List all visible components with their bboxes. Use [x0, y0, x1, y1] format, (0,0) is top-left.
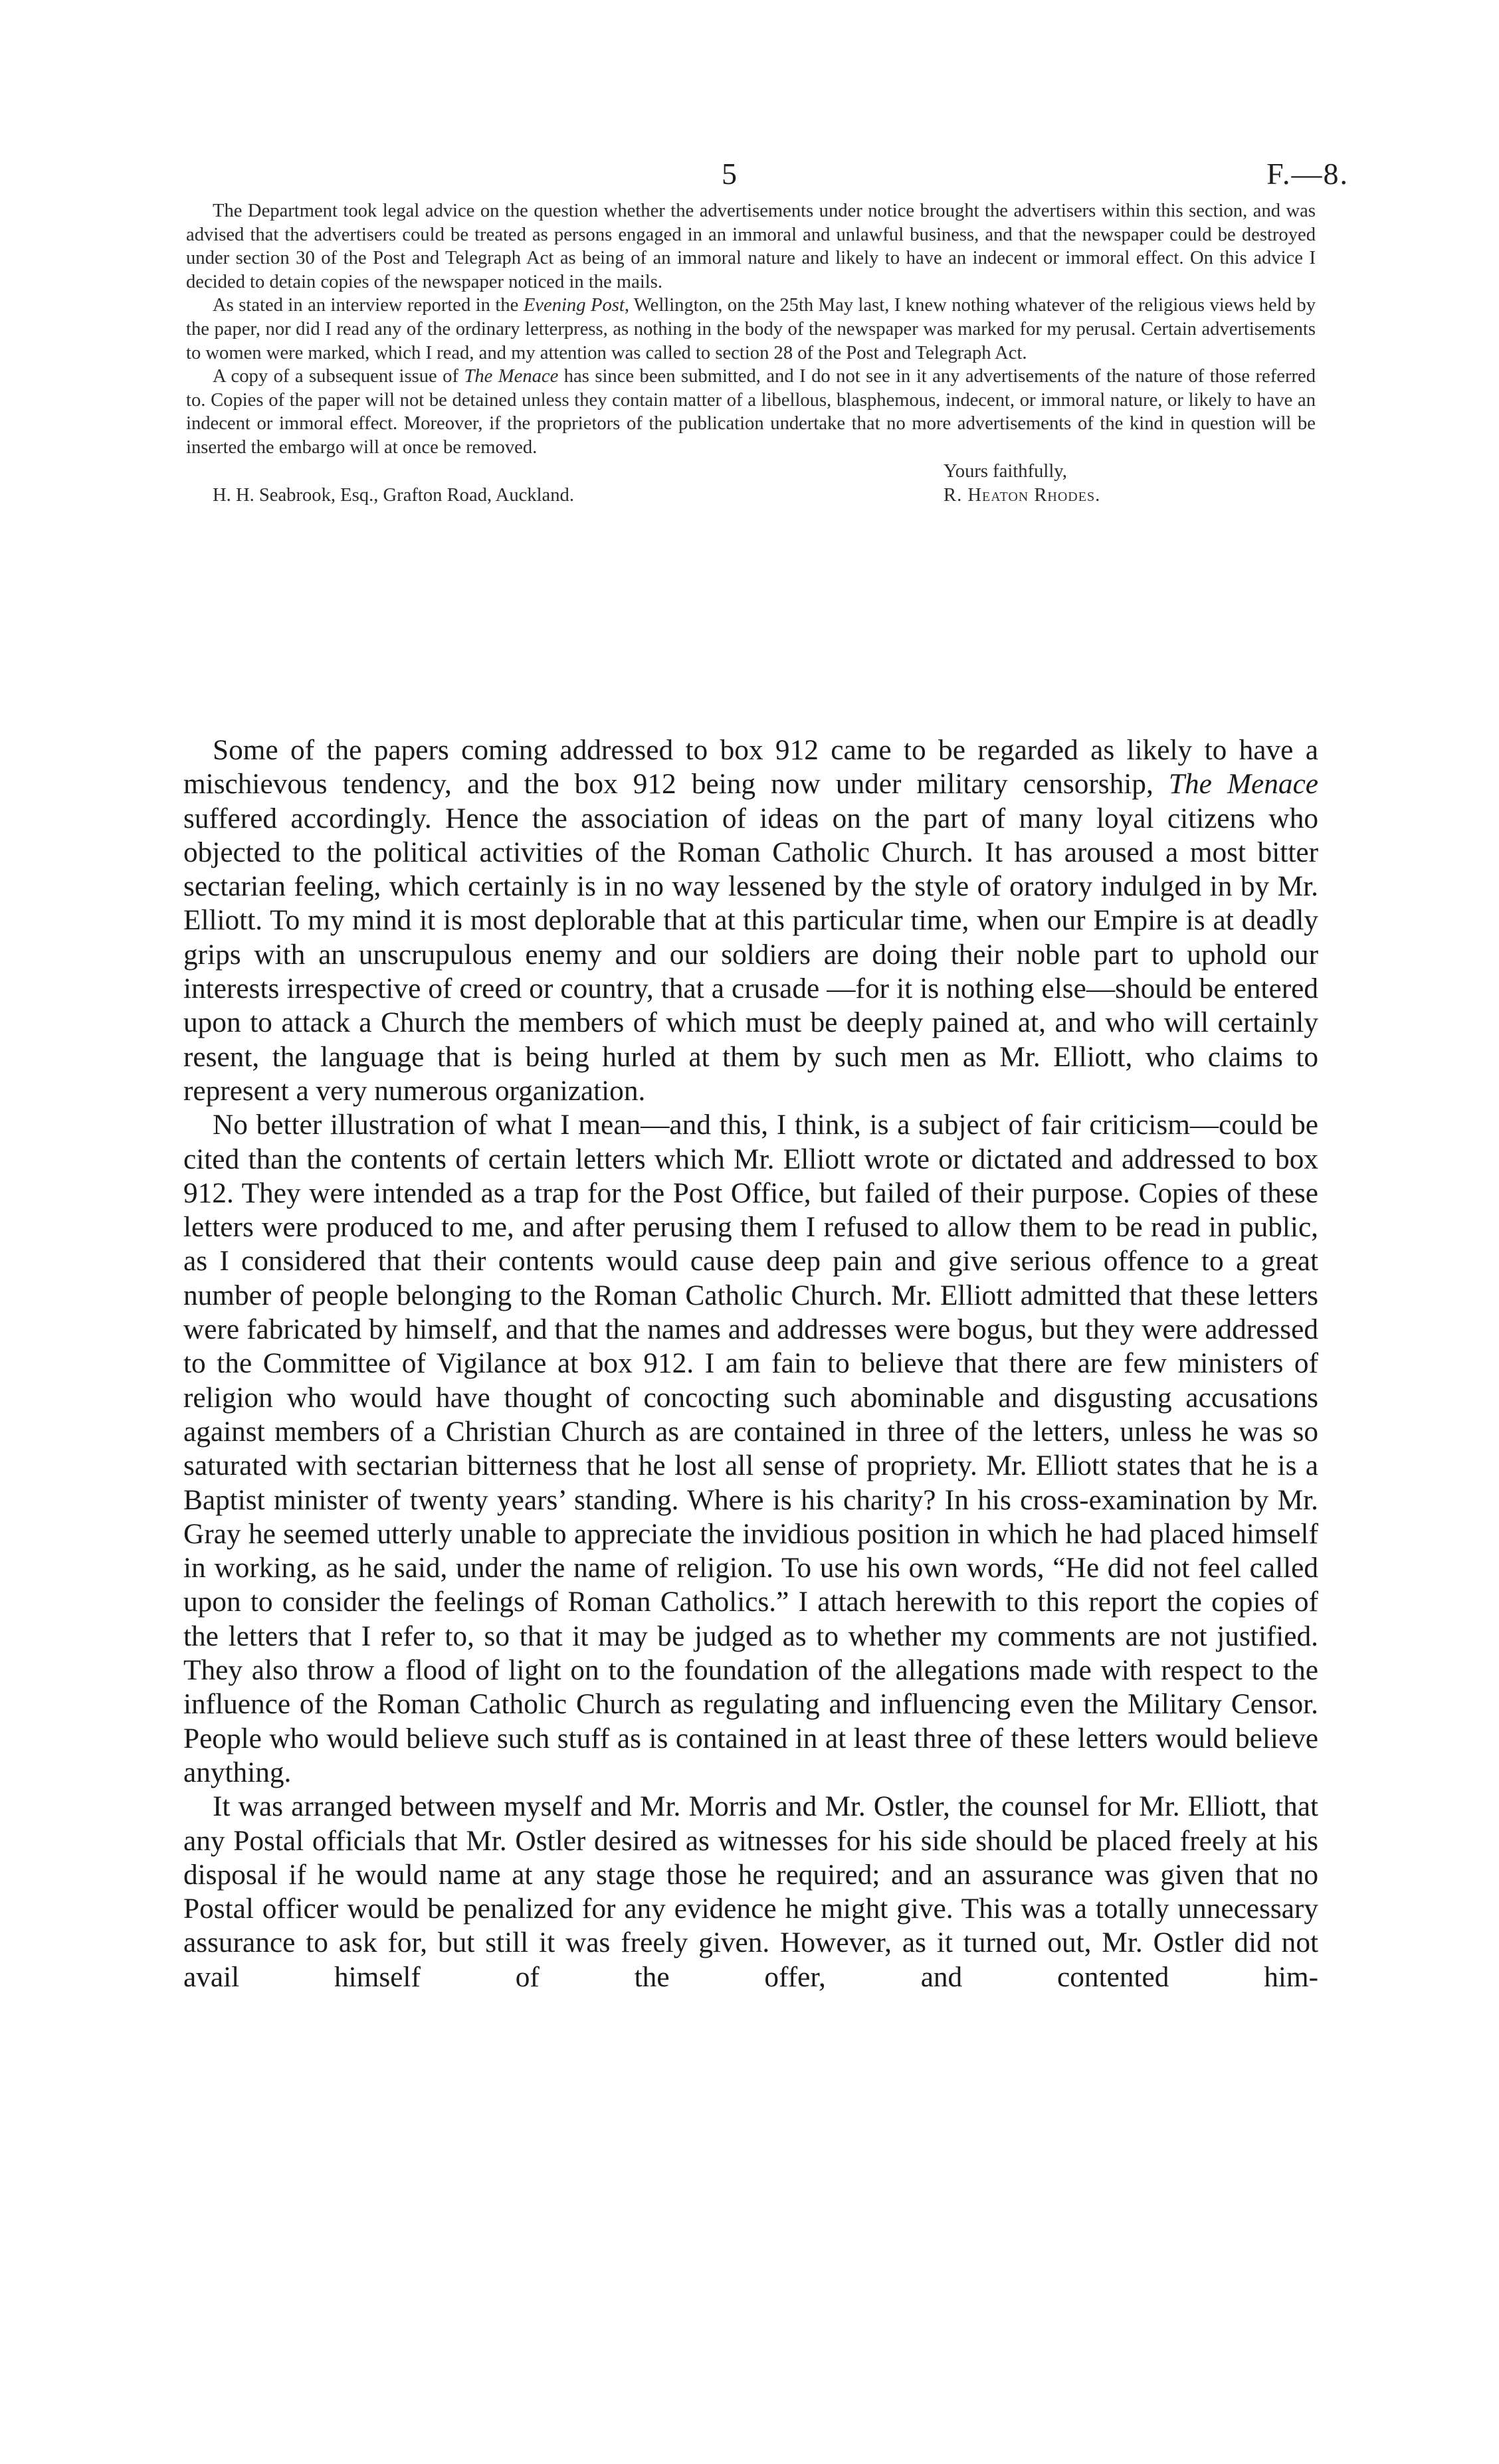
letter-paragraph — [186, 294, 1316, 365]
signature-row — [186, 484, 1316, 508]
text-run: suffered accordingly. Hence the association of ideas on the part of many loyal citizens who objected to the political activities of the Roman Catholic Church. It has aroused a most bitter sectarian feeling, which certainly is in no way lessened by the style of oratory indulged in by Mr. Elliott. To my mind it is most deplorable that at this particular time, when our Empire is at deadly grips with an unscrupulous enemy and our soldiers are doing their noble part to uphold our interests irrespective of creed or country, that a crusade —for it is nothing else—should be entered upon to attack a Church the members of which must be deeply pained at, and who will certainly resent, the language that is being hurled at them by such men as Mr. Elliott, who claims to represent a very numerous organization. — [183, 802, 1318, 1107]
page-number: 5 — [722, 157, 737, 191]
letter-closing — [186, 460, 1316, 484]
closing-salutation: Yours faithfully, — [944, 460, 1067, 482]
newspaper-title: Evening Post — [523, 295, 625, 316]
text-run: Some of the papers coming addressed to box 912 came to be regarded as likely to have a mischievous tendency, and the box 912 being now under military censorship, — [183, 734, 1318, 801]
text-run: has since been submitted, and I do not see in it any advertisements of the nature of those referred to. Copies of the paper will not be detained unless they contain matter of a libellous, blasphemous, indecent, or immoral nature, or likely to have an indecent or immoral effect. Moreover, if the proprietors of the publication undertake that no more advertisements of the kind in question will be inserted the embargo will at once be removed. — [186, 366, 1316, 458]
newspaper-title: The Menace — [464, 366, 559, 387]
text-run: , Wellington, on the 25th May last, I knew nothing whatever of the religious views held by the paper, nor did I read any of the ordinary letterpress, as nothing in the body of the newspaper was marked for my perusal. Certain advertisements to women were marked, which I read, and my attention was called to section 28 of the Post and Telegraph Act. — [186, 295, 1316, 363]
quoted-letter — [186, 199, 1316, 508]
letter-paragraph: The Department took legal advice on the question whether the advertisements under notice brought the advertisers within this section, and was advised that the advertisers could be treated as persons engaged in an immoral and unlawful business, and that the newspaper could be destroyed under section 30 of the Post and Telegraph Act as being of an immoral nature and likely to have an indecent or immoral effect. On this advice I decided to detain copies of the newspaper noticed in the mails. — [186, 201, 1316, 292]
report-paragraph — [183, 733, 1318, 1108]
addressee: H. H. Seabrook, Esq., Grafton Road, Auckland. — [213, 484, 574, 506]
text-run: A copy of a subsequent issue of — [213, 366, 464, 387]
paper-reference: F.—8. — [1266, 157, 1349, 191]
report-body — [183, 733, 1318, 1994]
newspaper-title: The Menace — [1168, 768, 1318, 801]
text-run: As stated in an interview reported in the — [213, 295, 524, 316]
page-header — [0, 154, 1499, 194]
signatory: R. Heaton Rhodes. — [944, 484, 1101, 506]
report-paragraph: No better illustration of what I mean—and this, I think, is a subject of fair criticism—could be cited than the contents of certain letters which Mr. Elliott wrote or dictated and addressed to box 912. They were intended as a trap for the Post Office, but failed of their purpose. Copies of these letters were produced to me, and after perusing them I refused to allow them to be read in public, as I considered that their contents would cause deep pain and give serious offence to a great number of people belonging to the Roman Catholic Church. Mr. Elliott admitted that these letters were fabricated by himself, and that the names and addresses were bogus, but they were addressed to the Committee of Vigilance at box 912. I am fain to believe that there are few ministers of religion who would have thought of concocting such abominable and disgusting accusations against members of a Christian Church as are contained in three of the letters, unless he was so saturated with sectarian bitterness that he lost all sense of propriety. Mr. Elliott states that he is a Baptist minister of twenty years’ standing. Where is his charity? In his cross-examination by Mr. Gray he seemed utterly unable to appreciate the invidious position in which he had placed himself in working, as he said, under the name of religion. To use his own words, “He did not feel called upon to consider the feelings of Roman Catholics.” I attach herewith to this report the copies of the letters that I refer to, so that it may be judged as to whether my comments are not justified. They also throw a flood of light on to the foundation of the allegations made with respect to the influence of the Roman Catholic Church as regulating and influencing even the Military Censor. People who would believe such stuff as is contained in at least three of these letters would believe anything. — [183, 1109, 1318, 1788]
report-paragraph: It was arranged between myself and Mr. Morris and Mr. Ostler, the counsel for Mr. Elliott, that any Postal officials that Mr. Ostler desired as witnesses for his side should be placed freely at his disposal if he would name at any stage those he required; and an assurance was given that no Postal officer would be penalized for any evidence he might give. This was a totally unnecessary assurance to ask for, but still it was freely given. However, as it turned out, Mr. Ostler did not avail himself of the offer, and contented him- — [183, 1790, 1318, 1993]
letter-paragraph — [186, 365, 1316, 459]
